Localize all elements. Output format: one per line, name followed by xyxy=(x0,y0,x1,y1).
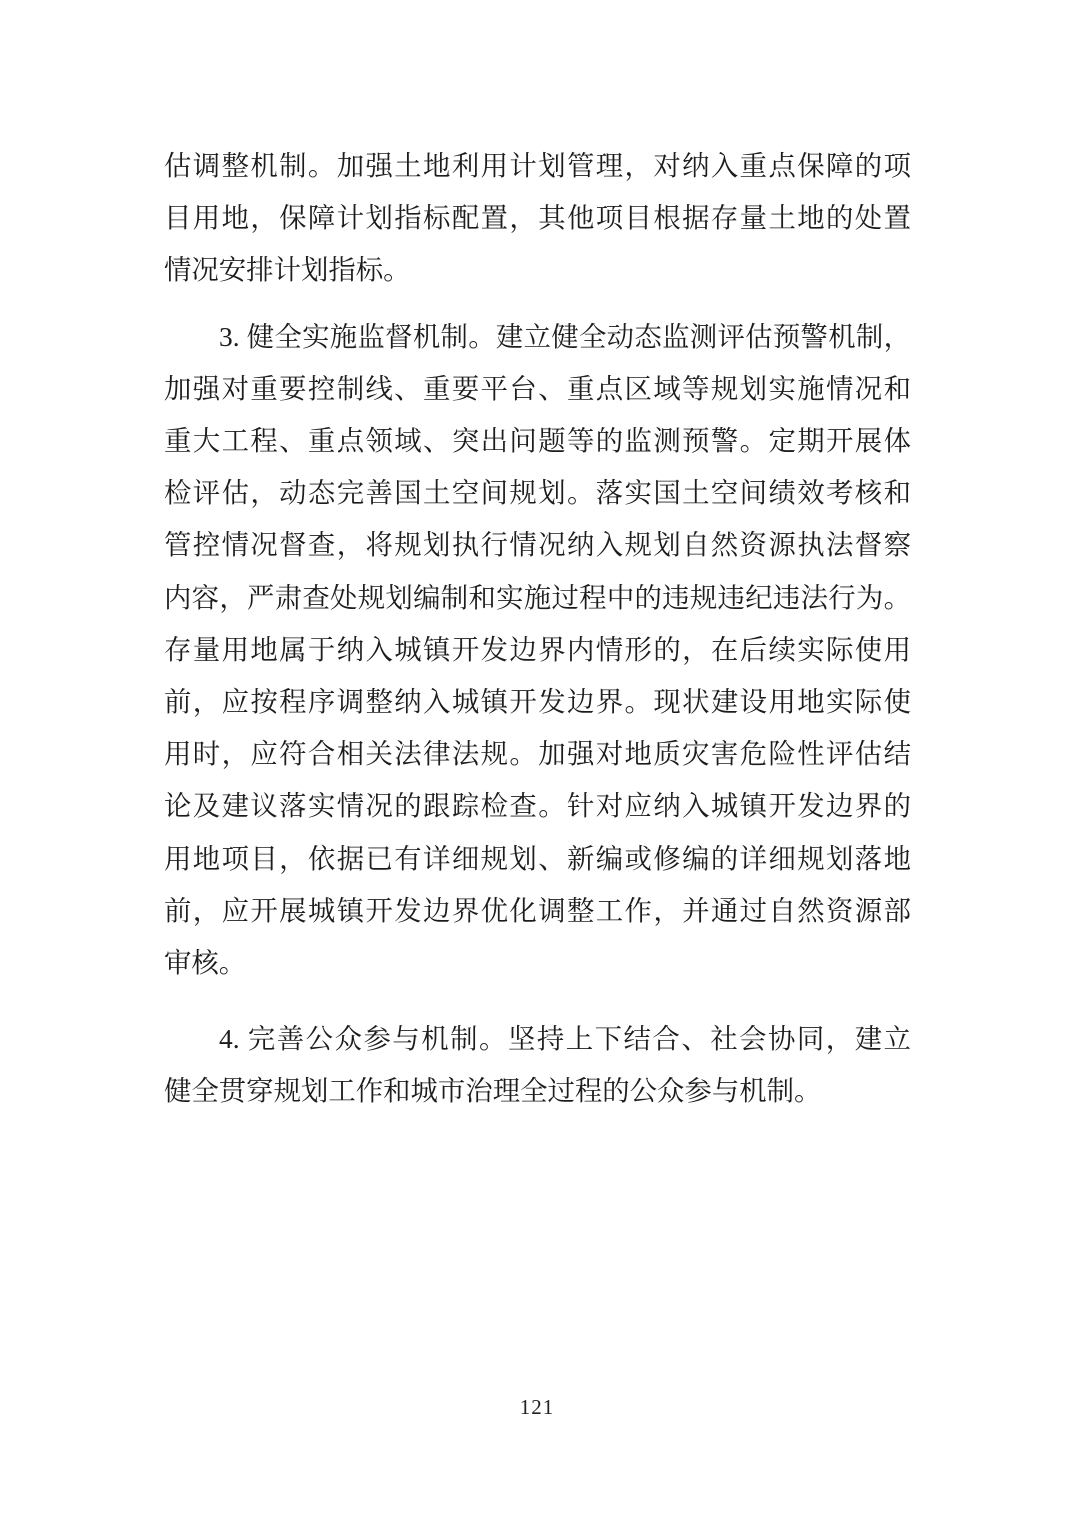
text-line: 3. 健全实施监督机制。建立健全动态监测评估预警机制， xyxy=(219,321,911,352)
text-line: 审核。 xyxy=(164,948,247,979)
paragraph xyxy=(164,140,911,297)
page-number: 121 xyxy=(519,1395,555,1419)
text-line: 健全贯穿规划工作和城市治理全过程的公众参与机制。 xyxy=(164,1076,822,1107)
text-line: 检评估，动态完善国土空间规划。落实国土空间绩效考核和 xyxy=(164,478,911,509)
document-body xyxy=(164,140,911,1118)
text-line: 用地项目，依据已有详细规划、新编或修编的详细规划落地 xyxy=(164,843,911,874)
text-line: 重大工程、重点领域、突出问题等的监测预警。定期开展体 xyxy=(164,426,911,457)
text-line: 存量用地属于纳入城镇开发边界内情形的，在后续实际使用 xyxy=(164,634,911,665)
paragraph xyxy=(164,311,911,990)
text-line: 论及建议落实情况的跟踪检查。针对应纳入城镇开发边界的 xyxy=(164,791,911,822)
text-line: 用时，应符合相关法律法规。加强对地质灾害危险性评估结 xyxy=(164,739,911,770)
text-line: 内容，严肃查处规划编制和实施过程中的违规违纪违法行为。 xyxy=(164,582,911,613)
text-line: 情况安排计划指标。 xyxy=(164,255,411,286)
text-line: 4. 完善公众参与机制。坚持上下结合、社会协同，建立 xyxy=(219,1024,911,1055)
text-line: 前，应按程序调整纳入城镇开发边界。现状建设用地实际使 xyxy=(164,687,911,718)
text-line: 前，应开展城镇开发边界优化调整工作，并通过自然资源部 xyxy=(164,895,911,926)
paragraph xyxy=(164,1013,911,1117)
text-line: 目用地，保障计划指标配置，其他项目根据存量土地的处置 xyxy=(164,203,911,234)
text-line: 加强对重要控制线、重要平台、重点区域等规划实施情况和 xyxy=(164,373,911,404)
text-line: 管控情况督查，将规划执行情况纳入规划自然资源执法督察 xyxy=(164,530,911,561)
text-line: 估调整机制。加强土地利用计划管理，对纳入重点保障的项 xyxy=(164,151,911,181)
